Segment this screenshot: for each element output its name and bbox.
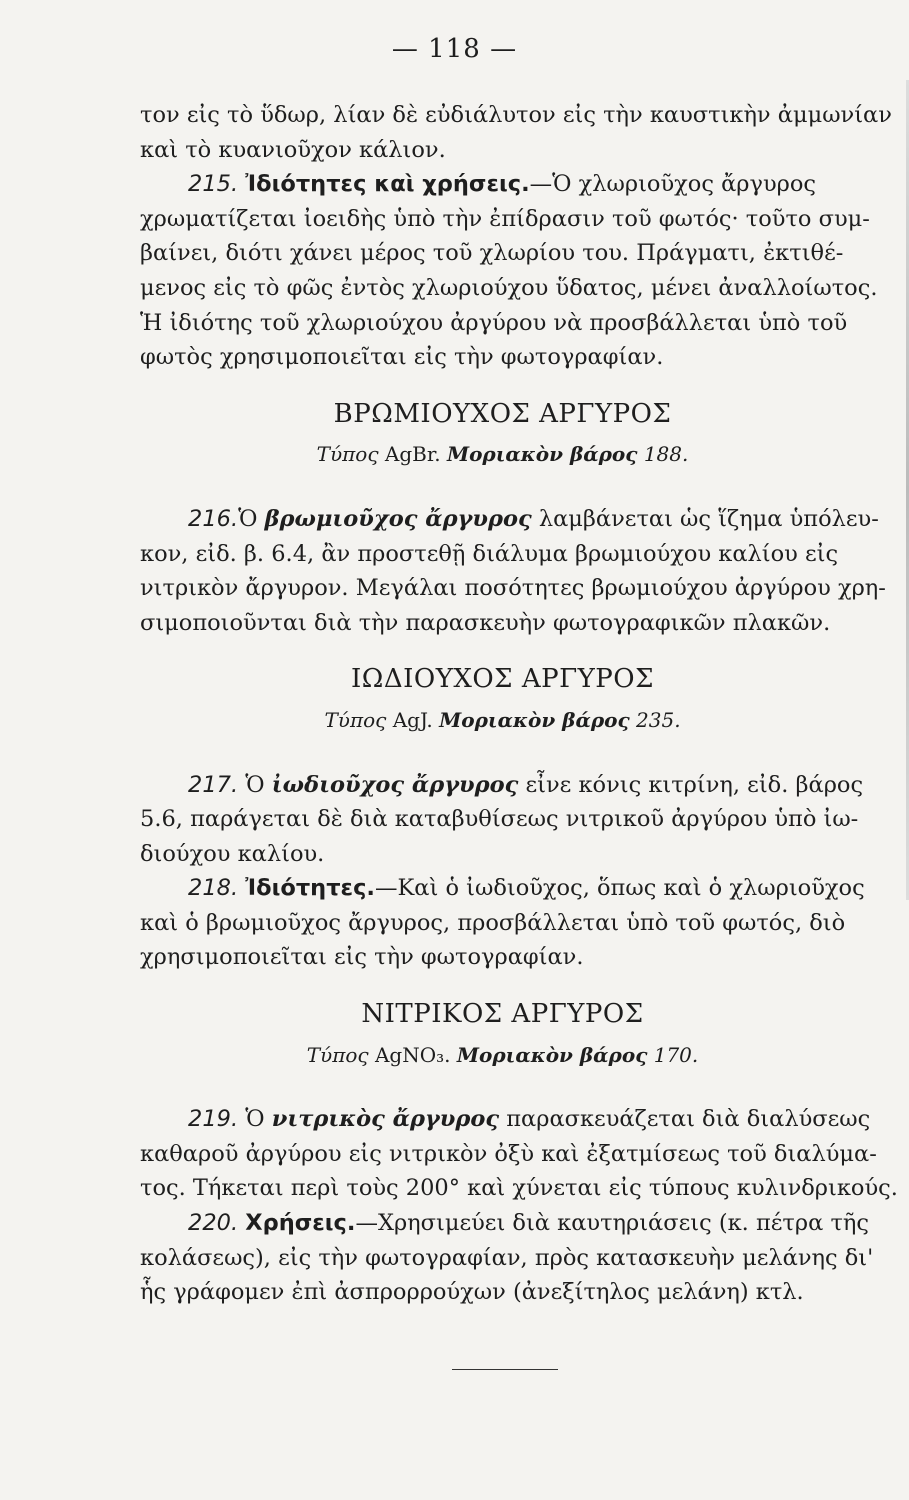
text-fragment: Ὁ [245, 1106, 272, 1133]
heading-silver-iodide: ΙΩΔΙΟΥΧΟΣ ΑΡΓΥΡΟΣ [351, 664, 654, 695]
chemical-formula: AgBr. [384, 442, 441, 467]
closing-rule [452, 1369, 558, 1370]
page-number: — 118 — [391, 34, 518, 64]
heading-silver-nitrate: ΝΙΤΡΙΚΟΣ ΑΡΓΥΡΟΣ [361, 999, 644, 1030]
text-line: Ἡ ἰδιότης τοῦ χλωριούχου ἀργύρου νὰ προσβάλλεται ὑπὸ τοῦ [140, 309, 848, 336]
molecular-weight: 235. [636, 707, 681, 732]
text-fragment: παρασκευάζεται διὰ διαλύσεως [499, 1106, 871, 1133]
text-line: χρησιμοποιεῖται εἰς τὴν φωτογραφίαν. [140, 944, 584, 971]
compound-name: νιτρικὸς ἄργυρος [271, 1106, 500, 1133]
chemical-formula: AgJ. [392, 707, 433, 732]
weight-label: Μοριακὸν βάρος [456, 1042, 648, 1067]
page-body [140, 98, 905, 1310]
type-label: Τύπος [324, 707, 387, 732]
section-number: 218. [188, 875, 239, 902]
text-line: τος. Τήκεται περὶ τοὺς 200° καὶ χύνεται εἰς τύπους κυλινδρικούς. [140, 1175, 898, 1202]
compound-name: ἰωδιοῦχος ἄργυρος [271, 771, 519, 798]
section-number: 219. [188, 1106, 239, 1133]
text-line: ἧς γράφομεν ἐπὶ ἀσπρορρούχων (ἀνεξίτηλος μελάνη) κτλ. [140, 1279, 804, 1306]
section-217 [140, 768, 905, 803]
text-line: κον, εἰδ. β. 6.4, ἂν προστεθῇ διάλυμα βρωμιούχου καλίου εἰς [140, 540, 839, 567]
formula-line [140, 1038, 905, 1073]
text-line: 5.6, παράγεται δὲ διὰ καταβυθίσεως νιτρικοῦ ἀργύρου ὑπὸ ἰω- [140, 806, 859, 833]
formula-line [140, 703, 905, 738]
text-line: καὶ ὁ βρωμιοῦχος ἄργυρος, προσβάλλεται ὑπὸ τοῦ φωτός, διὸ [140, 909, 846, 936]
section-title: Ἰδιότητες καὶ χρήσεις. [245, 171, 530, 198]
molecular-weight: 188. [643, 442, 689, 467]
section-218 [140, 871, 905, 906]
text-line: σιμοποιοῦνται διὰ τὴν παρασκευὴν φωτογραφικῶν πλακῶν. [140, 609, 831, 636]
text-line: μενος εἰς τὸ φῶς ἐντὸς χλωριούχου ὕδατος, μένει ἀναλλοίωτος. [140, 274, 878, 301]
text-line: φωτὸς χρησιμοποιεῖται εἰς τὴν φωτογραφίαν. [140, 344, 664, 371]
section-title: Χρήσεις. [245, 1210, 356, 1237]
text-fragment: εἶνε κόνις κιτρίνη, εἰδ. βάρος [518, 771, 864, 798]
text-line: χρωματίζεται ἰοειδὴς ὑπὸ τὴν ἐπίδρασιν τοῦ φωτός· τοῦτο συμ- [140, 205, 870, 232]
text-line: καθαροῦ ἀργύρου εἰς νιτρικὸν ὀξὺ καὶ ἐξατμίσεως τοῦ διαλύμα- [140, 1140, 877, 1167]
text-line: διούχου καλίου. [140, 840, 325, 867]
section-215 [140, 167, 905, 202]
section-219 [140, 1102, 905, 1137]
chemical-formula: AgNO₃. [374, 1042, 451, 1067]
formula-line [140, 437, 905, 472]
weight-label: Μοριακὸν βάρος [439, 707, 630, 732]
type-label: Τύπος [316, 442, 379, 467]
text-fragment: —Καὶ ὁ ἰωδιοῦχος, ὅπως καὶ ὁ χλωριοῦχος [374, 875, 865, 902]
text-fragment: —Ὁ χλωριοῦχος ἄργυρος [529, 171, 816, 198]
section-title: Ἰδιότητες. [245, 875, 375, 902]
text-line: νιτρικὸν ἄργυρον. Μεγάλαι ποσότητες βρωμιούχου ἀργύρου χρη- [140, 575, 886, 602]
molecular-weight: 170. [653, 1042, 699, 1067]
type-label: Τύπος [306, 1042, 369, 1067]
section-216 [140, 502, 905, 537]
text-line: καὶ τὸ κυανιοῦχον κάλιον. [140, 136, 446, 163]
section-220 [140, 1206, 905, 1241]
text-line: κολάσεως), εἰς τὴν φωτογραφίαν, πρὸς κατασκευὴν μελάνης δι' [140, 1244, 874, 1271]
compound-name: βρωμιοῦχος ἄργυρος [264, 505, 532, 532]
text-fragment: Ὁ [245, 771, 272, 798]
section-number: 216. [188, 505, 239, 532]
text-fragment: Ὁ [238, 505, 265, 532]
text-fragment: —Χρησιμεύει διὰ καυτηριάσεις (κ. πέτρα τῆς [355, 1210, 869, 1237]
weight-label: Μοριακὸν βάρος [446, 442, 638, 467]
section-number: 217. [188, 771, 239, 798]
section-number: 220. [188, 1210, 239, 1237]
text-line: βαίνει, διότι χάνει μέρος τοῦ χλωρίου του. Πράγματι, ἐκτιθέ- [140, 240, 844, 267]
text-fragment: λαμβάνεται ὡς ἵζημα ὑπόλευ- [531, 505, 879, 532]
section-number: 215. [188, 171, 239, 198]
heading-silver-bromide: ΒΡΩΜΙΟΥΧΟΣ ΑΡΓΥΡΟΣ [333, 398, 672, 429]
text-line: τον εἰς τὸ ὕδωρ, λίαν δὲ εὐδιάλυτον εἰς τὴν καυστικὴν ἀμμωνίαν [140, 102, 892, 128]
